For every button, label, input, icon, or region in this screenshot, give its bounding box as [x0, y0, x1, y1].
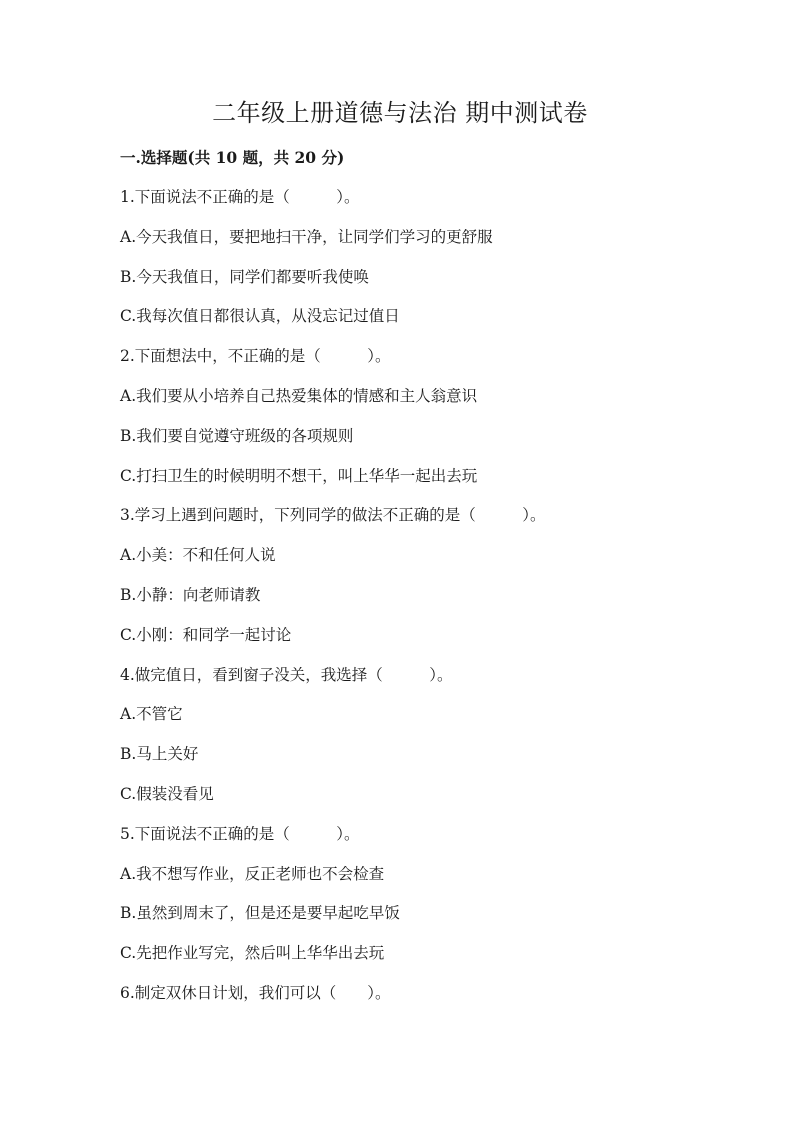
question-1-stem: 1.下面说法不正确的是（ ）。 [120, 188, 360, 206]
question-list [120, 185, 720, 1021]
section-heading: 一.选择题(共 10 题，共 20 分) [120, 148, 345, 167]
question-2-option-c: C.打扫卫生的时候明明不想干，叫上华华一起出去玩 [120, 466, 478, 485]
question-1-option-c: C.我每次值日都很认真，从没忘记过值日 [120, 307, 400, 326]
question-2-option-b: B.我们要自觉遵守班级的各项规则 [120, 426, 354, 445]
question-3-option-b: B.小静：向老师请教 [120, 585, 261, 604]
question-3-option-a: A.小美：不和任何人说 [120, 546, 276, 565]
question-3-option-c: C.小刚：和同学一起讨论 [120, 625, 292, 644]
question-5-option-c: C.先把作业写完，然后叫上华华出去玩 [120, 944, 385, 963]
question-3-stem: 3.学习上遇到问题时，下列同学的做法不正确的是（ ）。 [120, 506, 546, 525]
question-2-option-a: A.我们要从小培养自己热爱集体的情感和主人翁意识 [120, 386, 478, 405]
question-2-stem: 2.下面想法中，不正确的是（ ）。 [120, 347, 391, 366]
question-1-option-a: A.今天我值日，要把地扫干净，让同学们学习的更舒服 [120, 227, 493, 246]
question-5-stem: 5.下面说法不正确的是（ ）。 [120, 824, 360, 843]
question-4-stem: 4.做完值日，看到窗子没关，我选择（ ）。 [120, 665, 453, 684]
question-5-option-b: B.虽然到周末了，但是还是要早起吃早饭 [120, 904, 400, 923]
question-6-stem: 6.制定双休日计划，我们可以（ ）。 [120, 983, 391, 1002]
question-4-option-a: A.不管它 [120, 705, 183, 724]
page-title: 二年级上册道德与法治 期中测试卷 [212, 99, 588, 127]
question-1-option-b: B.今天我值日，同学们都要听我使唤 [120, 267, 369, 286]
question-4-option-b: B.马上关好 [120, 745, 199, 764]
question-5-option-a: A.我不想写作业，反正老师也不会检查 [120, 864, 385, 883]
question-4-option-c: C.假装没看见 [120, 784, 214, 803]
